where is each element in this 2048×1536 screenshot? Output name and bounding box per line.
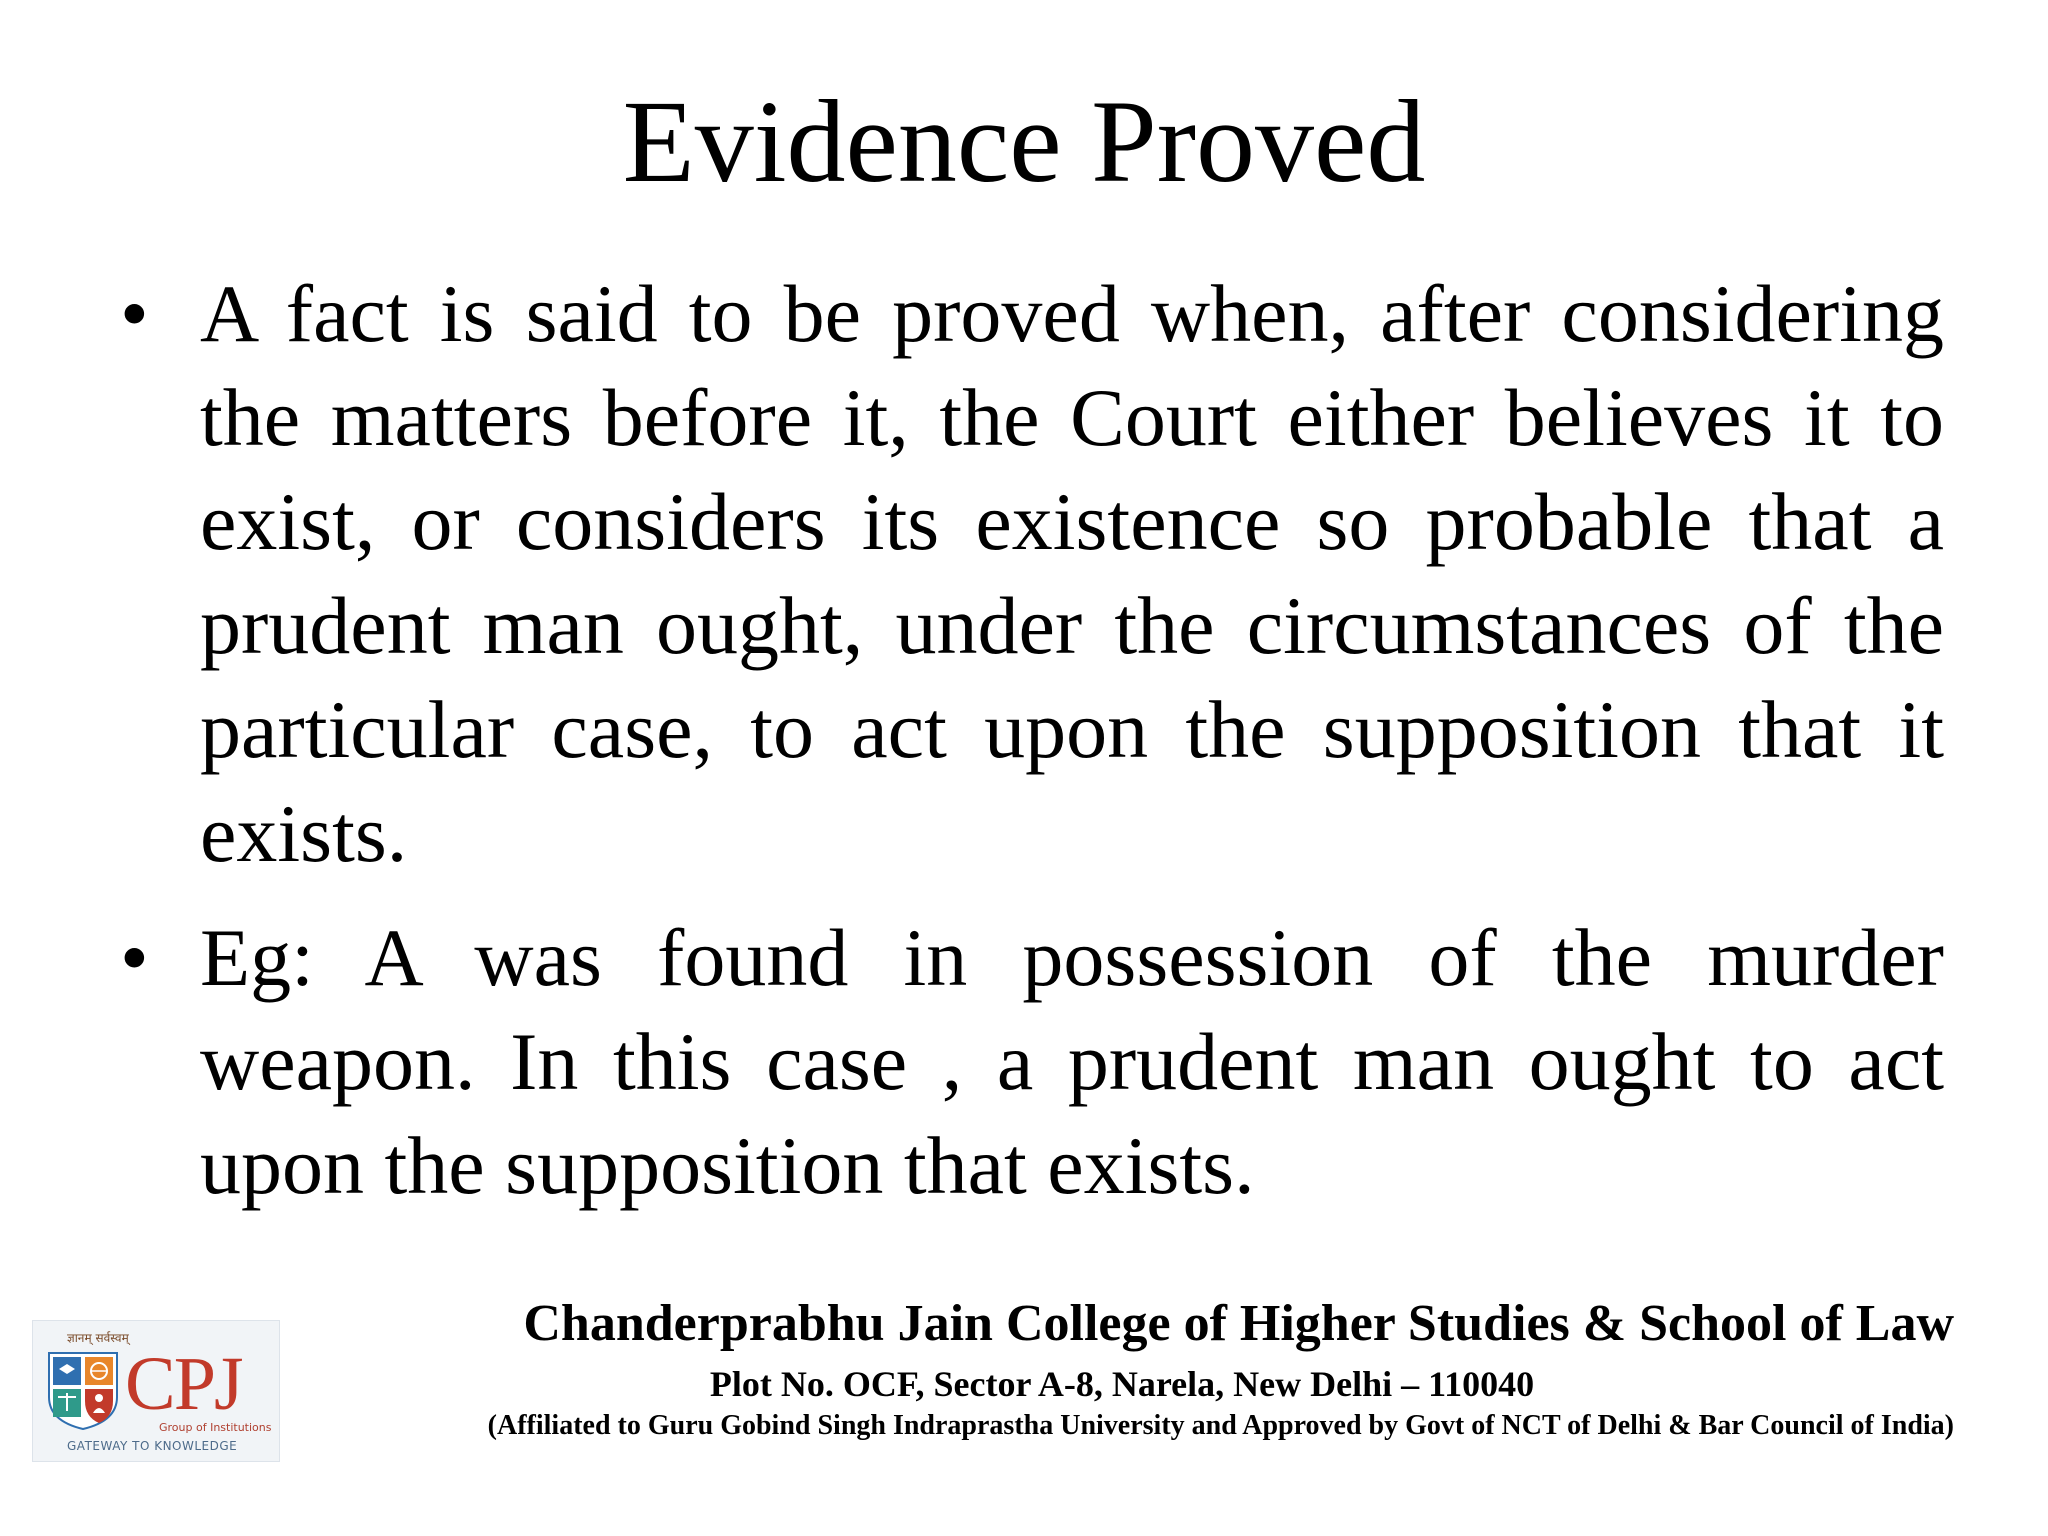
bullet-list	[120, 262, 1944, 1238]
footer	[0, 1280, 2048, 1480]
bullet-item	[120, 906, 1944, 1218]
college-address: Plot No. OCF, Sector A-8, Narela, New Delhi – 110040	[709, 1364, 1535, 1404]
logo-top-line: ज्ञानम् सर्वस्वम्	[67, 1331, 129, 1345]
bullet-symbol: •	[120, 912, 149, 1003]
bullet-text: Eg: A was found in possession of the murder weapon. In this case , a prudent man ought to act upon the supposition that exists.	[200, 912, 1944, 1211]
bullet-text: A fact is said to be proved when, after considering the matters before it, the Court either believes it to exist, or considers its existence so probable that a prudent man ought, under the circumstances of the particular case, to act upon the supposition that it exists.	[200, 268, 1944, 879]
logo-mark: CPJ	[125, 1342, 242, 1426]
college-logo	[32, 1320, 280, 1462]
bullet-item	[120, 262, 1944, 886]
logo-subtitle: Group of Institutions	[159, 1421, 272, 1434]
college-name: Chanderprabhu Jain College of Higher Studies & School of Law	[523, 1295, 1954, 1352]
slide-title: Evidence Proved	[622, 76, 1426, 207]
bullet-symbol: •	[120, 268, 149, 359]
logo-tagline: GATEWAY TO KNOWLEDGE	[67, 1439, 238, 1453]
logo-shield-icon	[47, 1351, 119, 1431]
college-affiliation: (Affiliated to Guru Gobind Singh Indraprastha University and Approved by Govt of NCT of Delhi & Bar Council of India)	[487, 1410, 1954, 1441]
